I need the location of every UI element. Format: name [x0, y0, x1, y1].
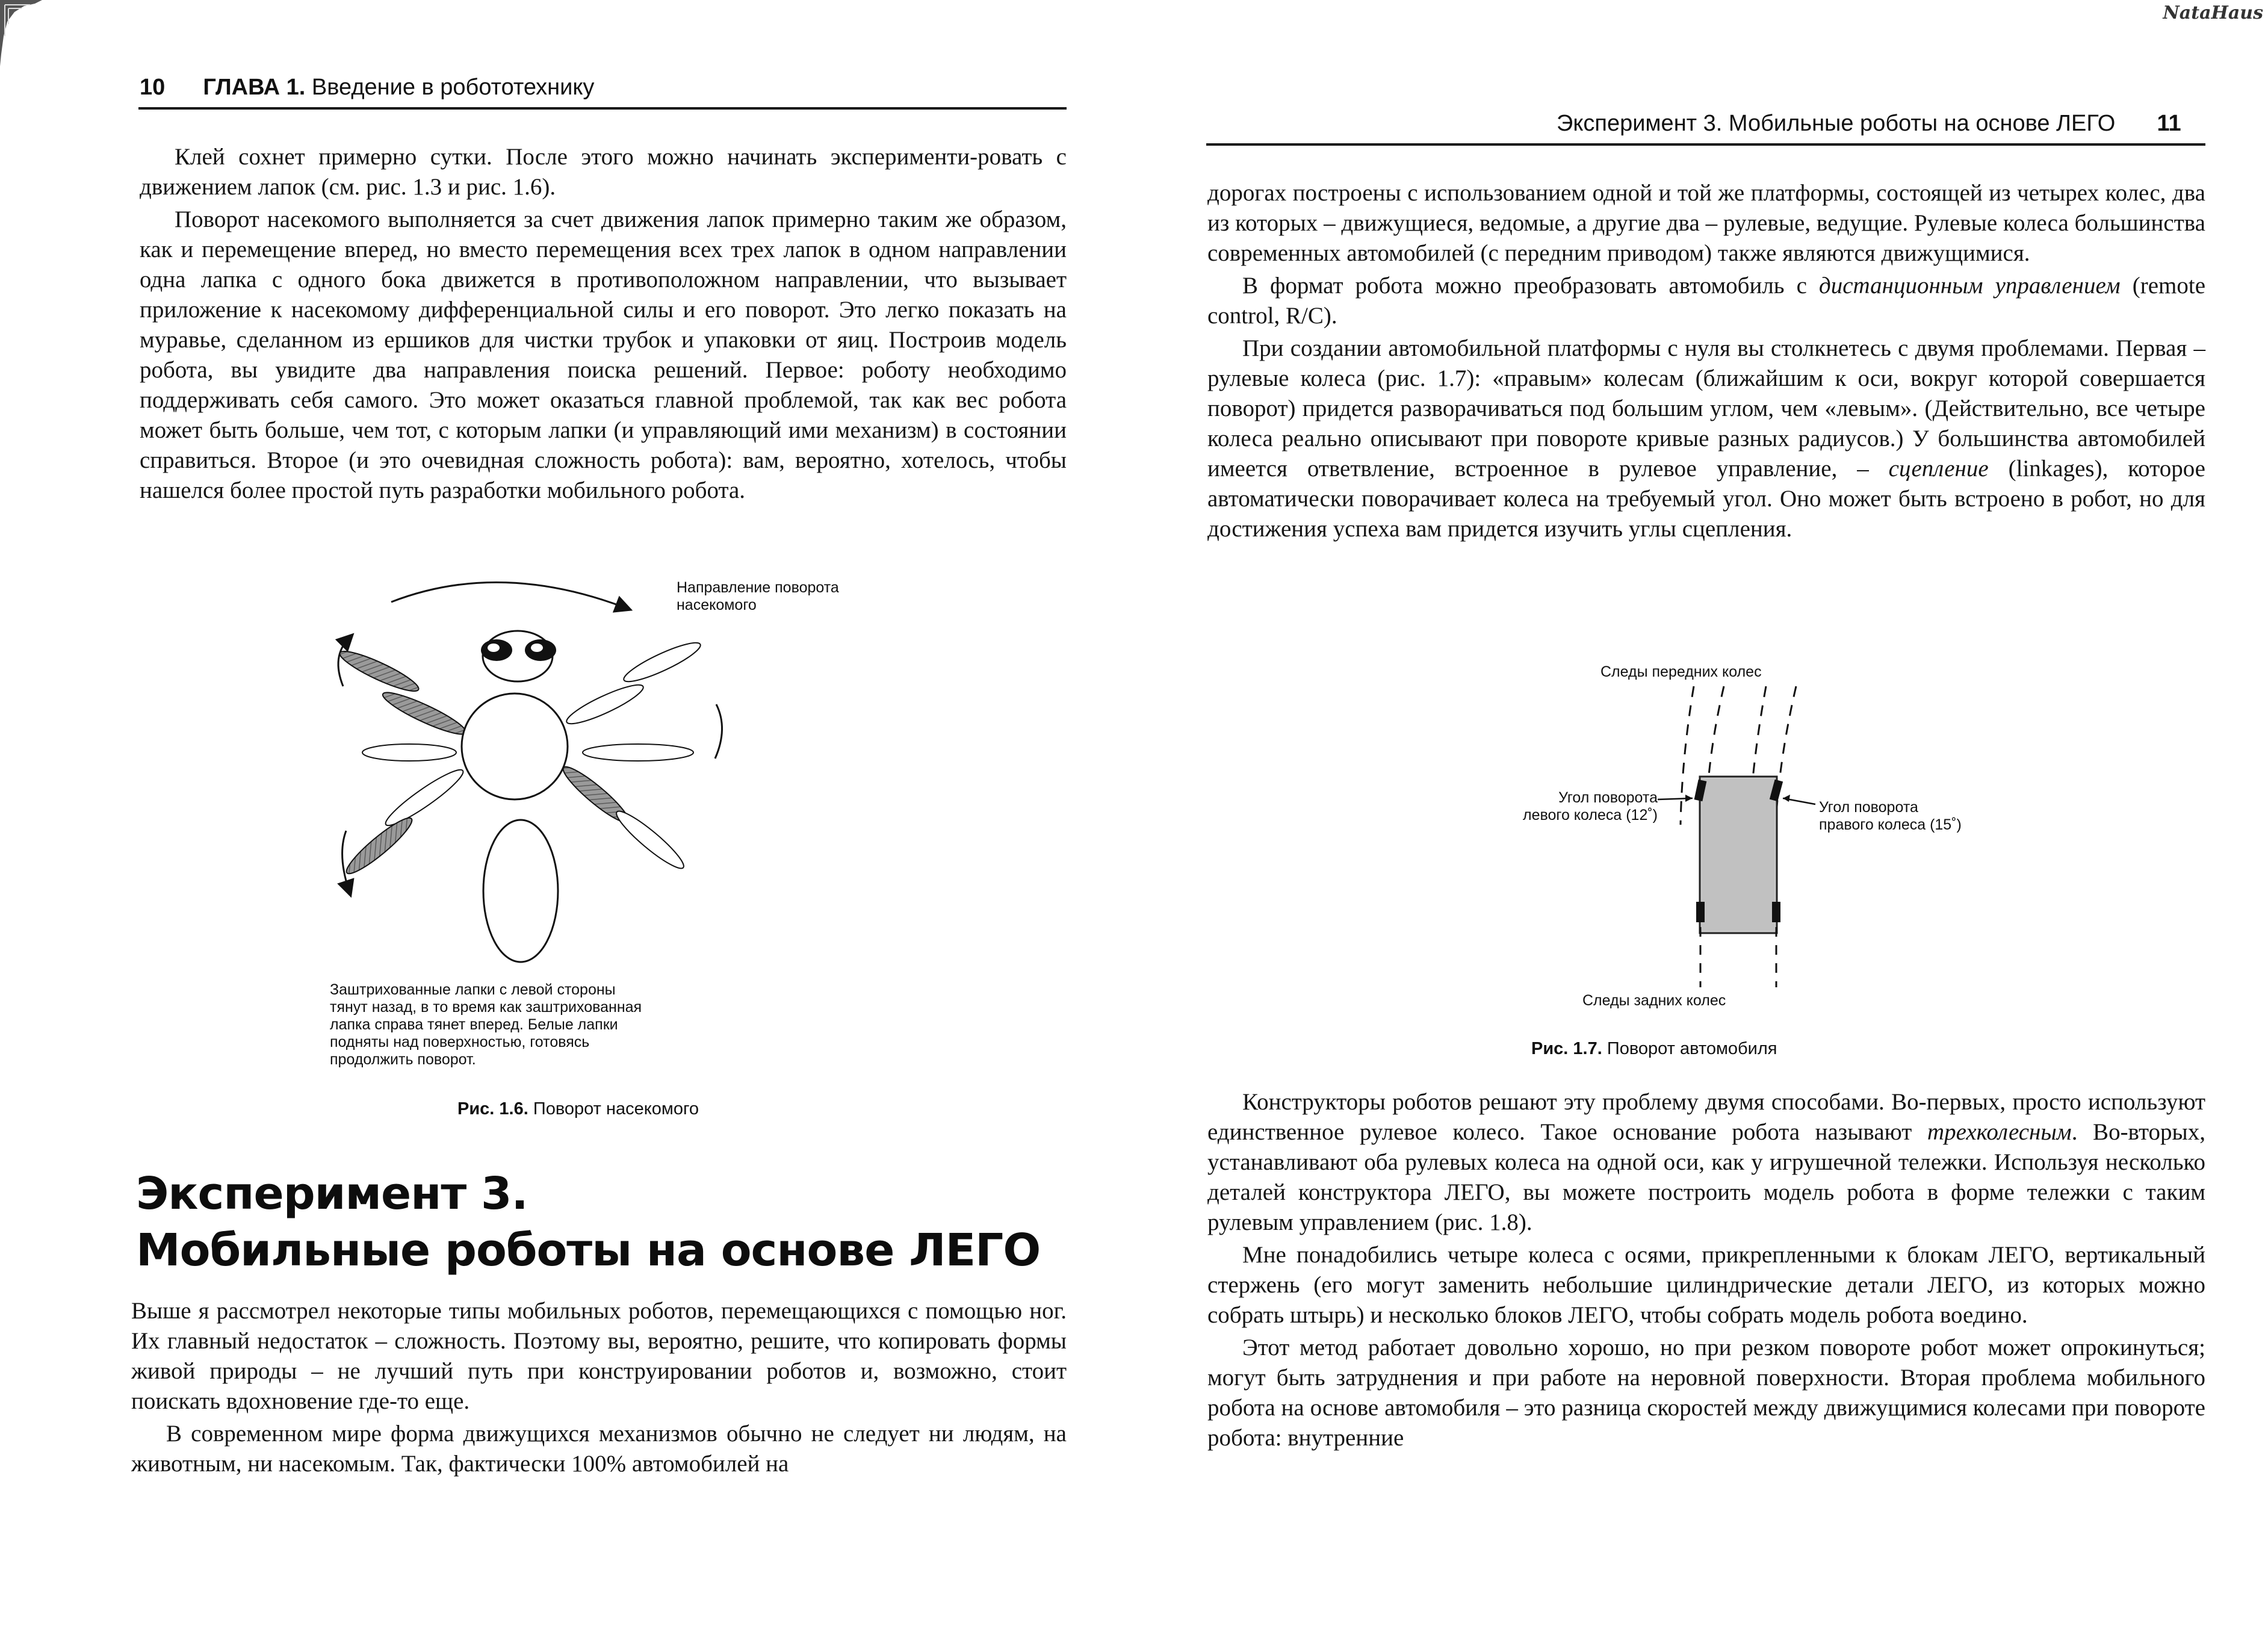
- car-turn-figure: [1591, 680, 1868, 993]
- left-running-header: [140, 75, 594, 101]
- paragraph: В современном мире форма движущихся механизмов обычно не следует ни людям, на животным, ни насекомым. Так, фактически 100% автомобилей на: [131, 1421, 1067, 1477]
- left-wheel-angle-label: Угол поворота левого колеса (12˚): [1522, 789, 1658, 824]
- right-wheel-angle-label: Угол поворота правого колеса (15˚): [1819, 799, 1962, 833]
- chapter-title: Введение в робототехнику: [311, 75, 595, 100]
- paragraph: При создании автомобильной платформы с нуля вы столкнетесь с двумя проблемами. Первая – рулевые колеса (рис. 1.7): «правым» колесам (ближайшим к оси, вокруг которой совершается поворот) придется разворачиваться под большим углом, чем «левым». (Действительно, все четыре колеса реально описывают при повороте кривые разных радиусов.) У большинства автомобилей имеется ответвление, встроенное в рулевое управление, – сцепление (linkages), которое автоматически поворачивает колеса на требуемый угол. Оно может быть встроено в робот, но для достижения успеха вам придется изучить углы сцепления.: [1207, 335, 2205, 542]
- figure-caption-1-7: Рис. 1.7. Поворот автомобиля: [1531, 1039, 1777, 1058]
- insect-turn-figure: [313, 566, 746, 975]
- right-top-text: [1207, 178, 2205, 544]
- figure-caption-1-6: Рис. 1.6. Поворот насекомого: [457, 1099, 699, 1119]
- watermark-logo: NataHaus: [2163, 2, 2263, 23]
- paragraph: Поворот насекомого выполняется за счет движения лапок примерно таким же образом, как и перемещение вперед, но вместо перемещения всех трех лапок в одном направлении одна лапка с одного бока движется в противоположном направлении, что вызывает приложение к насекомому дифференциальной силы и его поворот. Это легко показать на муравье, сделанном из ершиков для чистки трубок и упаковки от яиц. Построив модель робота, вы увидите два направления поиска решений. Первое: роботу необходимо поддерживать себя самого. Это может оказаться главной проблемой, так как вес робота может быть больше, чем тот, с которым лапки (и управляющий ими механизм) в состоянии справиться. Второе (и это очевидная сложность робота): вам, вероятно, хотелось, чтобы нашелся более простой путь разработки мобильного робота.: [140, 206, 1067, 503]
- left-page-number: 10: [140, 75, 166, 100]
- right-running-header: [1557, 111, 2181, 137]
- left-top-text: [140, 142, 1067, 506]
- section-heading: Эксперимент 3. Мобильные роботы на основе ЛЕГО: [136, 1168, 1041, 1276]
- right-header-rule: [1206, 143, 2205, 146]
- paragraph: Этот метод работает довольно хорошо, но при резком повороте робот может опрокинуться; могут быть затруднения и при работе на неровной поверхности. Вторая проблема мобильного робота на основе автомобиля – это разница скоростей между движущимися колесами при повороте робота: внутренние: [1207, 1335, 2205, 1451]
- paragraph: Мне понадобились четыре колеса с осями, прикрепленными к блокам ЛЕГО, вертикальный стержень (его могут заменить небольшие цилиндрические детали ЛЕГО, из которых можно собрать штырь) и несколько блоков ЛЕГО, чтобы собрать модель робота воедино.: [1207, 1242, 2205, 1328]
- right-header-title: Эксперимент 3. Мобильные роботы на основе ЛЕГО: [1557, 111, 2116, 136]
- front-tracks-label: Следы передних колес: [1600, 663, 1762, 680]
- paragraph: В формат робота можно преобразовать автомобиль с дистанционным управлением (remote control, R/C).: [1207, 273, 2205, 329]
- rear-tracks-label: Следы задних колес: [1582, 992, 1726, 1009]
- paragraph: дорогах построены с использованием одной и той же платформы, состоящей из четырех колес, два из которых – движущиеся, ведомые, а другие два – рулевые, ведущие. Рулевые колеса большинства современных автомобилей (с передним приводом) также являются движущимися.: [1207, 180, 2205, 266]
- chapter-label: ГЛАВА 1.: [203, 75, 306, 100]
- turn-direction-label: Направление поворота насекомого: [677, 579, 839, 613]
- paragraph: Конструкторы роботов решают эту проблему двумя способами. Во-первых, просто используют единственное рулевое колесо. Такое основание робота называют трехколесным. Во-вторых, устанавливают оба рулевых колеса на одной оси, как у игрушечной тележки. Используя несколько деталей конструктора ЛЕГО, вы можете построить модель робота в форме тележки с таким рулевым управлением (рис. 1.8).: [1207, 1089, 2205, 1235]
- legs-note: Заштрихованные лапки с левой стороны тянут назад, в то время как заштрихованная лапка справа тянет вперед. Белые лапки подняты над поверхностью, готовясь продолжить поворот.: [330, 981, 642, 1068]
- right-bottom-text: [1207, 1087, 2205, 1453]
- left-header-rule: [138, 107, 1067, 110]
- paragraph: Выше я рассмотрел некоторые типы мобильных роботов, перемещающихся с помощью ног. Их главный недостаток – сложность. Поэтому вы, вероятно, решите, что копировать формы живой природы – не лучший путь при конструировании роботов и, возможно, стоит поискать вдохновение где-то еще.: [131, 1298, 1067, 1414]
- paragraph: Клей сохнет примерно сутки. После этого можно начинать эксперименти-ровать с движением лапок (см. рис. 1.3 и рис. 1.6).: [140, 144, 1067, 200]
- right-page-number: 11: [2157, 111, 2181, 136]
- left-bottom-text: [131, 1296, 1067, 1479]
- right-page: [1134, 0, 2268, 1632]
